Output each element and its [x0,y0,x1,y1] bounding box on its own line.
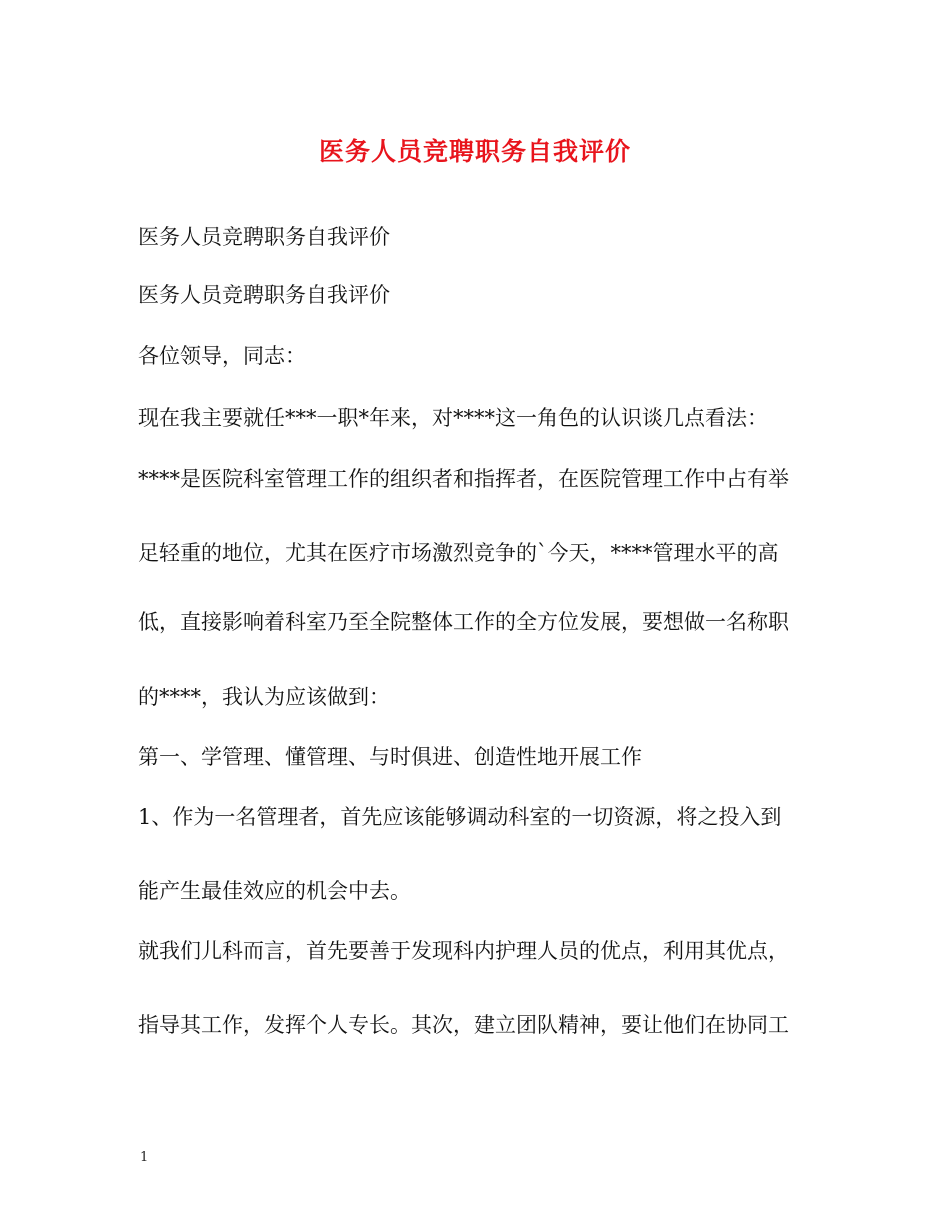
document-title: 医务人员竞聘职务自我评价 [318,137,631,166]
paragraph-line: 医务人员竞聘职务自我评价 [138,283,390,307]
paragraph-line: 的****，我认为应该做到： [138,685,390,709]
paragraph-line: 就我们儿科而言，首先要善于发现科内护理人员的优点，利用其优点， [138,939,789,963]
paragraph-line: 现在我主要就任***一职*年来，对****这一角色的认识谈几点看法： [138,406,768,430]
page-number: 1 [140,1150,149,1165]
paragraph-line: 第一、学管理、懂管理、与时俱进、创造性地开展工作 [138,745,642,769]
paragraph-line: 指导其工作，发挥个人专长。其次，建立团队精神，要让他们在协同工 [138,1013,789,1037]
paragraph-line: ****是医院科室管理工作的组织者和指挥者，在医院管理工作中占有举 [138,467,789,491]
paragraph-line: 医务人员竞聘职务自我评价 [138,225,390,249]
paragraph-line: 低，直接影响着科室乃至全院整体工作的全方位发展，要想做一名称职 [138,610,789,634]
paragraph-line: 足轻重的地位，尤其在医疗市场激烈竞争的`今天，****管理水平的高 [138,541,779,565]
paragraph-line: 能产生最佳效应的机会中去。 [138,879,411,903]
paragraph-line: 1、作为一名管理者，首先应该能够调动科室的一切资源，将之投入到 [138,805,782,829]
paragraph-line: 各位领导，同志： [138,344,306,368]
